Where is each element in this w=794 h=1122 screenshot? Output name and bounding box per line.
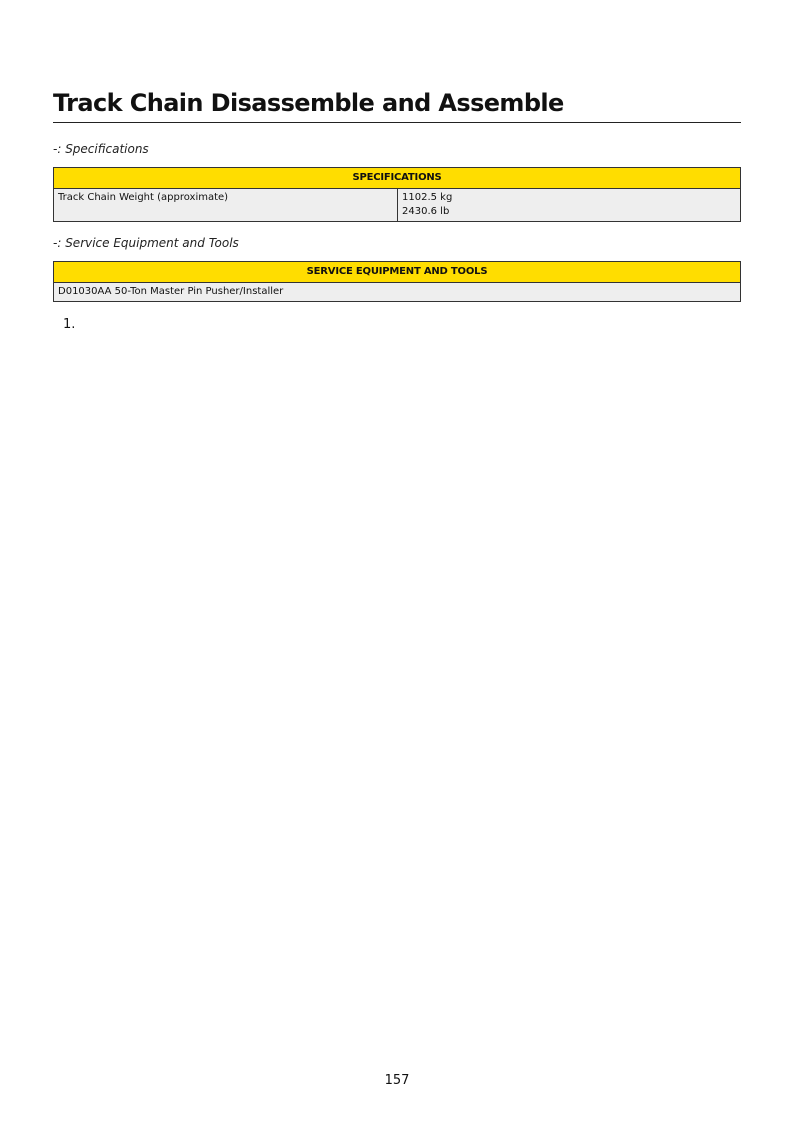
page-title: Track Chain Disassemble and Assemble <box>53 86 741 123</box>
service-tools-header: SERVICE EQUIPMENT AND TOOLS <box>54 262 741 283</box>
specifications-header-row <box>54 168 741 189</box>
service-tools-table <box>53 261 741 302</box>
spec-item-cell: Track Chain Weight (approximate) <box>54 189 398 222</box>
spec-value-metric: 1102.5 kg <box>402 192 453 203</box>
spec-value-cell <box>398 189 741 222</box>
specifications-header: SPECIFICATIONS <box>54 168 741 189</box>
document-page <box>53 0 741 1122</box>
service-tools-header-row <box>54 262 741 283</box>
table-row <box>54 283 741 302</box>
specifications-section-label: -: Specifications <box>53 142 149 156</box>
service-tools-section-label: -: Service Equipment and Tools <box>53 236 239 250</box>
table-row <box>54 189 741 222</box>
page-number: 157 <box>384 1073 410 1088</box>
step-number: 1. <box>63 317 76 332</box>
tool-item-cell: D01030AA 50-Ton Master Pin Pusher/Installer <box>54 283 741 302</box>
spec-value-imperial: 2430.6 lb <box>402 206 450 217</box>
specifications-table <box>53 167 741 222</box>
